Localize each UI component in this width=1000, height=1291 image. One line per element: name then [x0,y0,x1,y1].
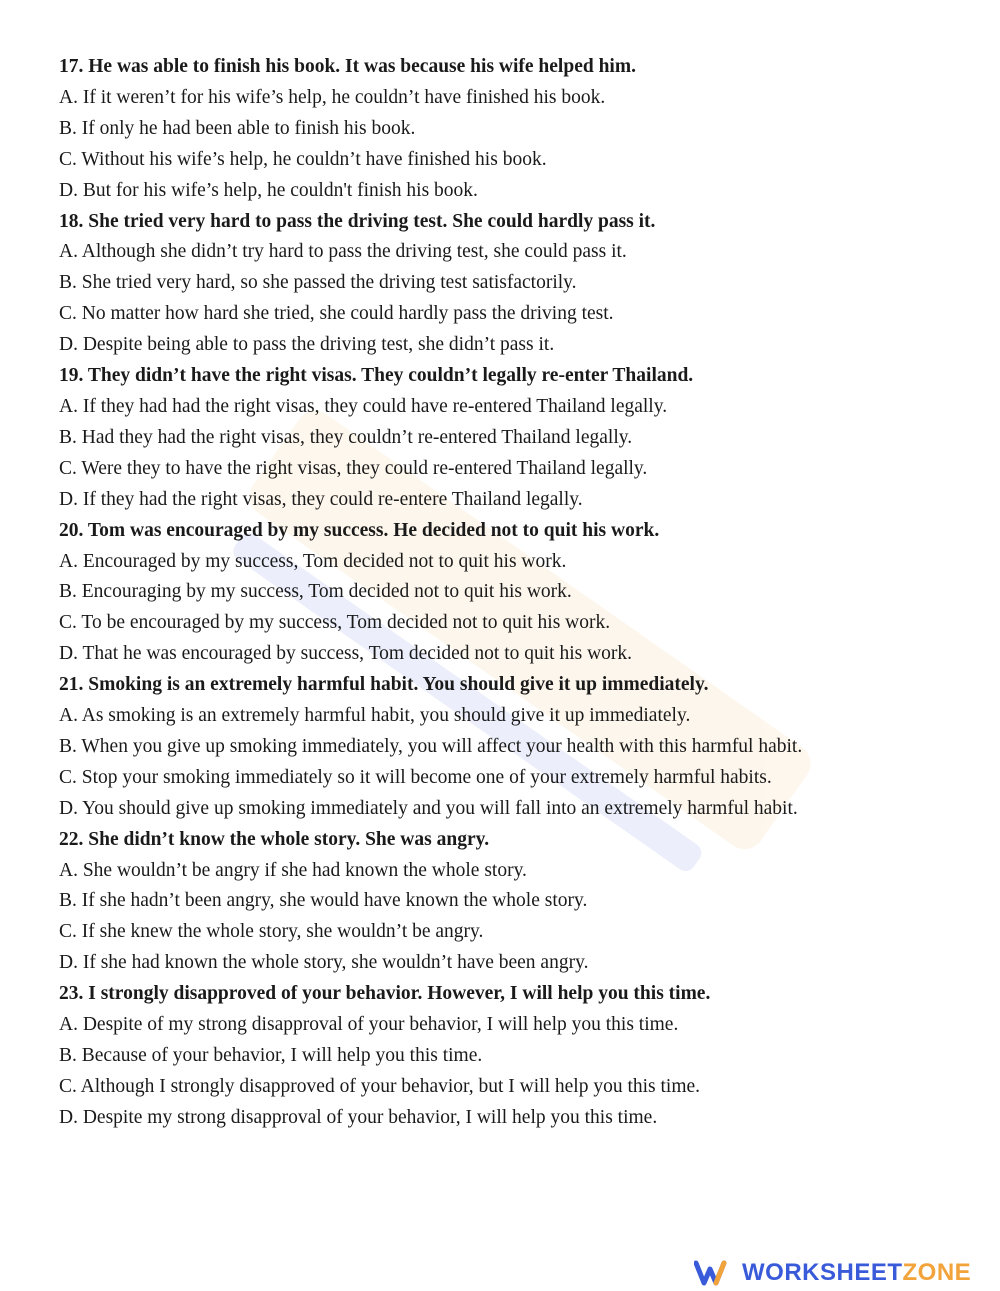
option-b: B. Encouraging by my success, Tom decided not to quit his work. [59,581,572,603]
option-d: D. Despite my strong disapproval of your behavior, I will help you this time. [59,1106,658,1128]
question-prompt: 18. She tried very hard to pass the driving test. She could hardly pass it. [59,210,656,232]
question-23 [59,979,959,1134]
option-b: B. She tried very hard, so she passed the driving test satisfactorily. [59,272,577,294]
option-d: D. You should give up smoking immediately and you will fall into an extremely harmful habit. [59,797,798,819]
option-c: C. To be encouraged by my success, Tom decided not to quit his work. [59,612,611,634]
option-d: D. That he was encouraged by success, Tom decided not to quit his work. [59,643,633,665]
option-a: A. As smoking is an extremely harmful habit, you should give it up immediately. [59,705,691,727]
worksheetzone-brand [694,1255,971,1291]
worksheetzone-w-logo-icon [694,1259,734,1287]
option-b: B. Had they had the right visas, they couldn’t re-entered Thailand legally. [59,426,633,448]
option-d: D. Despite being able to pass the driving test, she didn’t pass it. [59,334,555,356]
option-a: A. She wouldn’t be angry if she had known the whole story. [59,859,527,881]
question-prompt: 19. They didn’t have the right visas. They couldn’t legally re-enter Thailand. [59,365,694,387]
option-c: C. No matter how hard she tried, she could hardly pass the driving test. [59,303,614,325]
option-a: A. Despite of my strong disapproval of your behavior, I will help you this time. [59,1014,679,1036]
question-17 [59,52,959,207]
option-b: B. Because of your behavior, I will help you this time. [59,1045,483,1066]
option-c: C. If she knew the whole story, she wouldn’t be angry. [59,921,484,943]
question-22 [59,825,959,980]
option-a: A. Encouraged by my success, Tom decided not to quit his work. [59,550,567,572]
question-prompt: 22. She didn’t know the whole story. She was angry. [59,828,490,850]
question-prompt: 17. He was able to finish his book. It was because his wife helped him. [59,56,636,77]
option-c: C. Stop your smoking immediately so it will become one of your extremely harmful habits. [59,766,772,788]
option-d: D. If they had the right visas, they could re-entere Thailand legally. [59,488,583,510]
option-c: C. Although I strongly disapproved of your behavior, but I will help you this time. [59,1075,701,1097]
option-a: A. If they had had the right visas, they could have re-entered Thailand legally. [59,395,668,417]
brand-word-worksheet: WORKSHEET [742,1259,903,1286]
question-prompt: 21. Smoking is an extremely harmful habit. You should give it up immediately. [59,674,709,696]
question-19 [59,361,959,516]
brand-word-zone: ZONE [902,1259,972,1286]
option-c: C. Were they to have the right visas, they could re-entered Thailand legally. [59,457,648,479]
question-prompt: 20. Tom was encouraged by my success. He decided not to quit his work. [59,519,660,541]
question-prompt: 23. I strongly disapproved of your behavior. However, I will help you this time. [59,983,711,1005]
option-b: B. When you give up smoking immediately, you will affect your health with this harmful habit. [59,735,803,757]
option-d: D. If she had known the whole story, she wouldn’t have been angry. [59,952,589,974]
question-20 [59,516,959,671]
option-a: A. If it weren’t for his wife’s help, he couldn’t have finished his book. [59,86,606,108]
question-21 [59,670,959,825]
option-a: A. Although she didn’t try hard to pass the driving test, she could pass it. [59,241,627,263]
question-18 [59,207,959,362]
option-b: B. If she hadn’t been angry, she would have known the whole story. [59,890,588,912]
option-c: C. Without his wife’s help, he couldn’t have finished his book. [59,148,547,170]
worksheet-content [59,52,959,1134]
option-d: D. But for his wife’s help, he couldn't finish his book. [59,179,478,201]
option-b: B. If only he had been able to finish his book. [59,117,416,139]
brand-wordmark [742,1259,971,1287]
